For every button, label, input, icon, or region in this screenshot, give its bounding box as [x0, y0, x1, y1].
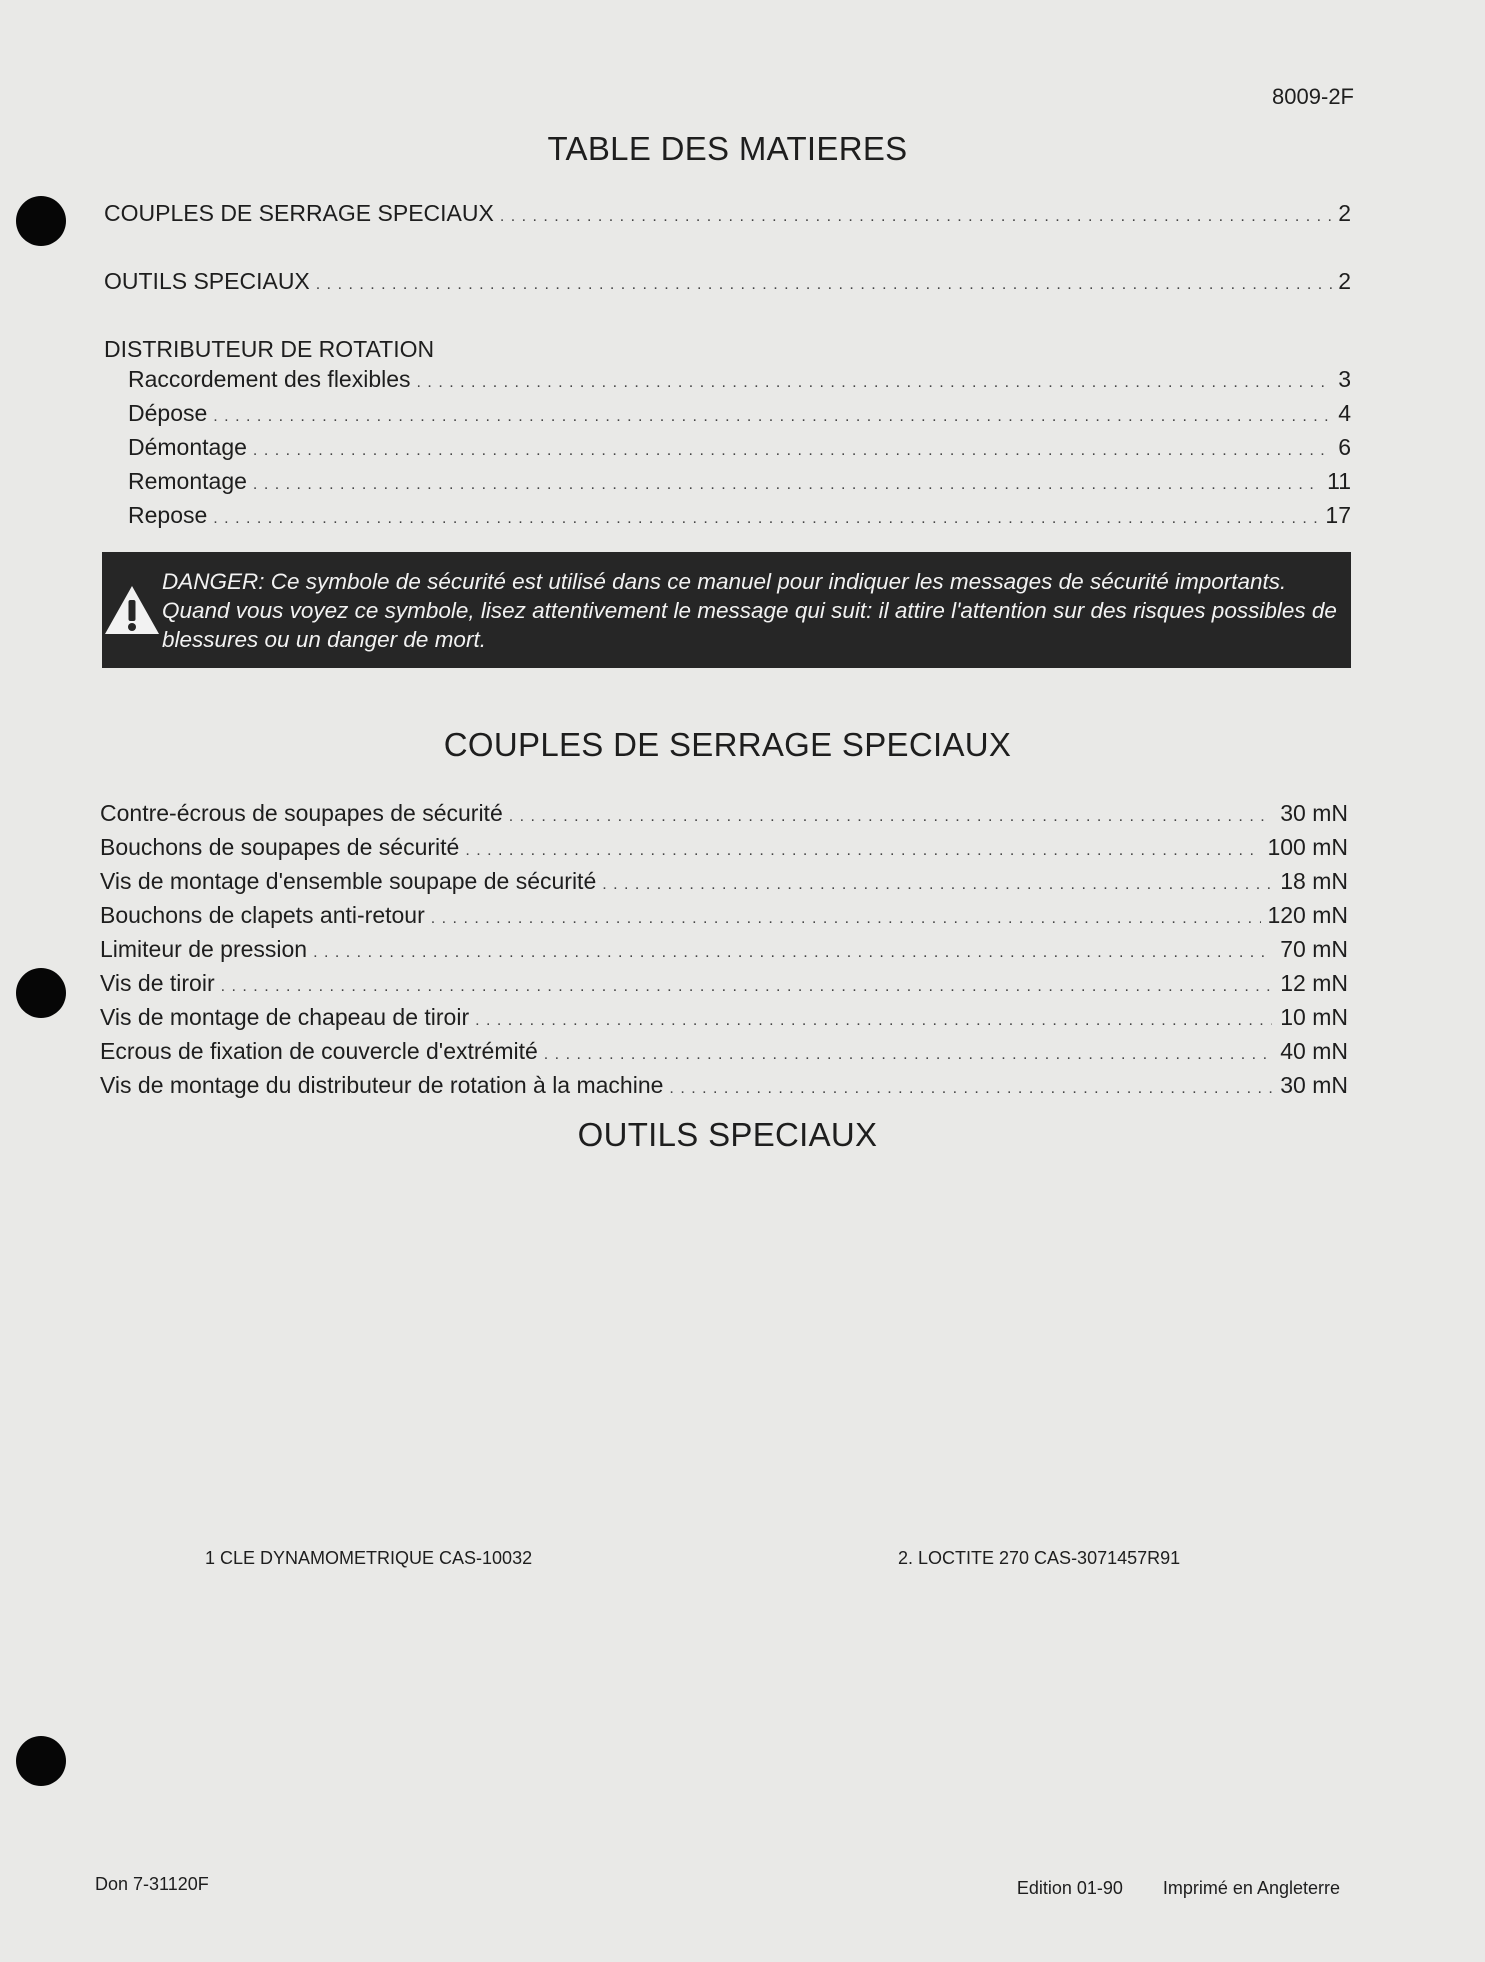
- leader-dots: [221, 972, 1272, 1002]
- torque-row: [100, 798, 1348, 832]
- toc-entry-page: 17: [1325, 502, 1351, 528]
- punch-hole: [16, 196, 66, 246]
- toc-entry[interactable]: [104, 432, 1351, 466]
- toc-entry-label: Raccordement des flexibles: [128, 366, 411, 392]
- tool-item: 2. LOCTITE 270 CAS-3071457R91: [898, 1548, 1181, 1568]
- torque-value: 30 mN: [1280, 1072, 1348, 1098]
- footer-edition: Edition 01-90: [1016, 1878, 1123, 1898]
- leader-dots: [431, 904, 1262, 934]
- toc-entry[interactable]: [104, 500, 1351, 534]
- toc-title: TABLE DES MATIERES: [547, 130, 908, 167]
- danger-text: DANGER: Ce symbole de sécurité est utilisé dans ce manuel pour indiquer les messages de sécurité importants. Quand vous voyez ce symbole, lisez attentivement le message qui suit: il attire l'attention sur des risques possibles de blessures ou un danger de mort.: [162, 568, 1337, 652]
- torque-value: 12 mN: [1280, 970, 1348, 996]
- toc-entry-label: Remontage: [128, 468, 247, 494]
- toc-entry-label: OUTILS SPECIAUX: [104, 268, 310, 294]
- toc-entry-page: 2: [1338, 268, 1351, 294]
- footer-doc-code: Don 7-31120F: [95, 1874, 209, 1894]
- torque-row: [100, 866, 1348, 900]
- torque-section-title: COUPLES DE SERRAGE SPECIAUX: [443, 726, 1012, 763]
- torque-row: [100, 934, 1348, 968]
- toc-entry-page: 4: [1338, 400, 1351, 426]
- torque-value: 70 mN: [1280, 936, 1348, 962]
- leader-dots: [213, 504, 1319, 534]
- torque-label: Contre-écrous de soupapes de sécurité: [100, 800, 503, 826]
- torque-value: 10 mN: [1280, 1004, 1348, 1030]
- torque-label: Vis de tiroir: [100, 970, 215, 996]
- torque-label: Bouchons de soupapes de sécurité: [100, 834, 460, 860]
- leader-dots: [417, 368, 1333, 398]
- torque-row: [100, 968, 1348, 1002]
- leader-dots: [475, 1006, 1272, 1036]
- toc-entry-page: 11: [1327, 468, 1351, 494]
- leader-dots: [316, 270, 1332, 300]
- leader-dots: [544, 1040, 1272, 1070]
- torque-row: [100, 900, 1348, 934]
- toc-entry[interactable]: [104, 198, 1351, 232]
- torque-label: Ecrous de fixation de couvercle d'extrémité: [100, 1038, 538, 1064]
- torque-value: 100 mN: [1267, 834, 1348, 860]
- punch-hole: [16, 1736, 66, 1786]
- torque-row: [100, 1036, 1348, 1070]
- toc-entry[interactable]: [104, 466, 1351, 500]
- leader-dots: [253, 470, 1321, 500]
- leader-dots: [213, 402, 1332, 432]
- tools-section-title: OUTILS SPECIAUX: [577, 1116, 878, 1153]
- toc-entry-page: 2: [1338, 200, 1351, 226]
- table-of-contents: [104, 198, 1351, 534]
- document-number: 8009-2F: [1272, 84, 1354, 109]
- leader-dots: [500, 202, 1332, 232]
- torque-label: Vis de montage d'ensemble soupape de sécurité: [100, 868, 597, 894]
- toc-entry-label: COUPLES DE SERRAGE SPECIAUX: [104, 200, 494, 226]
- toc-group-label: DISTRIBUTEUR DE ROTATION: [104, 336, 435, 362]
- toc-entry[interactable]: [104, 398, 1351, 432]
- torque-row: [100, 832, 1348, 866]
- torque-label: Vis de montage de chapeau de tiroir: [100, 1004, 470, 1030]
- torque-value: 120 mN: [1267, 902, 1348, 928]
- leader-dots: [253, 436, 1332, 466]
- torque-value: 18 mN: [1280, 868, 1348, 894]
- leader-dots: [669, 1074, 1272, 1104]
- punch-hole: [16, 968, 66, 1018]
- toc-entry-page: 6: [1338, 434, 1351, 460]
- leader-dots: [602, 870, 1272, 900]
- leader-dots: [465, 836, 1261, 866]
- leader-dots: [313, 938, 1272, 968]
- footer-printed: Imprimé en Angleterre: [1162, 1878, 1340, 1898]
- toc-entry-label: Dépose: [128, 400, 208, 426]
- torque-value: 30 mN: [1280, 800, 1348, 826]
- danger-notice: [102, 552, 1351, 668]
- toc-entry-label: Démontage: [128, 434, 247, 460]
- torque-row: [100, 1070, 1348, 1104]
- torque-row: [100, 1002, 1348, 1036]
- toc-entry-label: Repose: [128, 502, 208, 528]
- tool-item: 1 CLE DYNAMOMETRIQUE CAS-10032: [205, 1548, 533, 1568]
- footer-edition-info: [1017, 1878, 1340, 1899]
- torque-value: 40 mN: [1280, 1038, 1348, 1064]
- torque-list: [100, 798, 1348, 1104]
- toc-group-title: [104, 334, 1351, 364]
- warning-triangle-icon: [102, 583, 162, 637]
- toc-entry[interactable]: [104, 266, 1351, 300]
- torque-label: Limiteur de pression: [100, 936, 308, 962]
- leader-dots: [509, 802, 1272, 832]
- torque-label: Vis de montage du distributeur de rotation à la machine: [100, 1072, 664, 1098]
- torque-label: Bouchons de clapets anti-retour: [100, 902, 425, 928]
- toc-entry-page: 3: [1338, 366, 1351, 392]
- toc-entry[interactable]: [104, 364, 1351, 398]
